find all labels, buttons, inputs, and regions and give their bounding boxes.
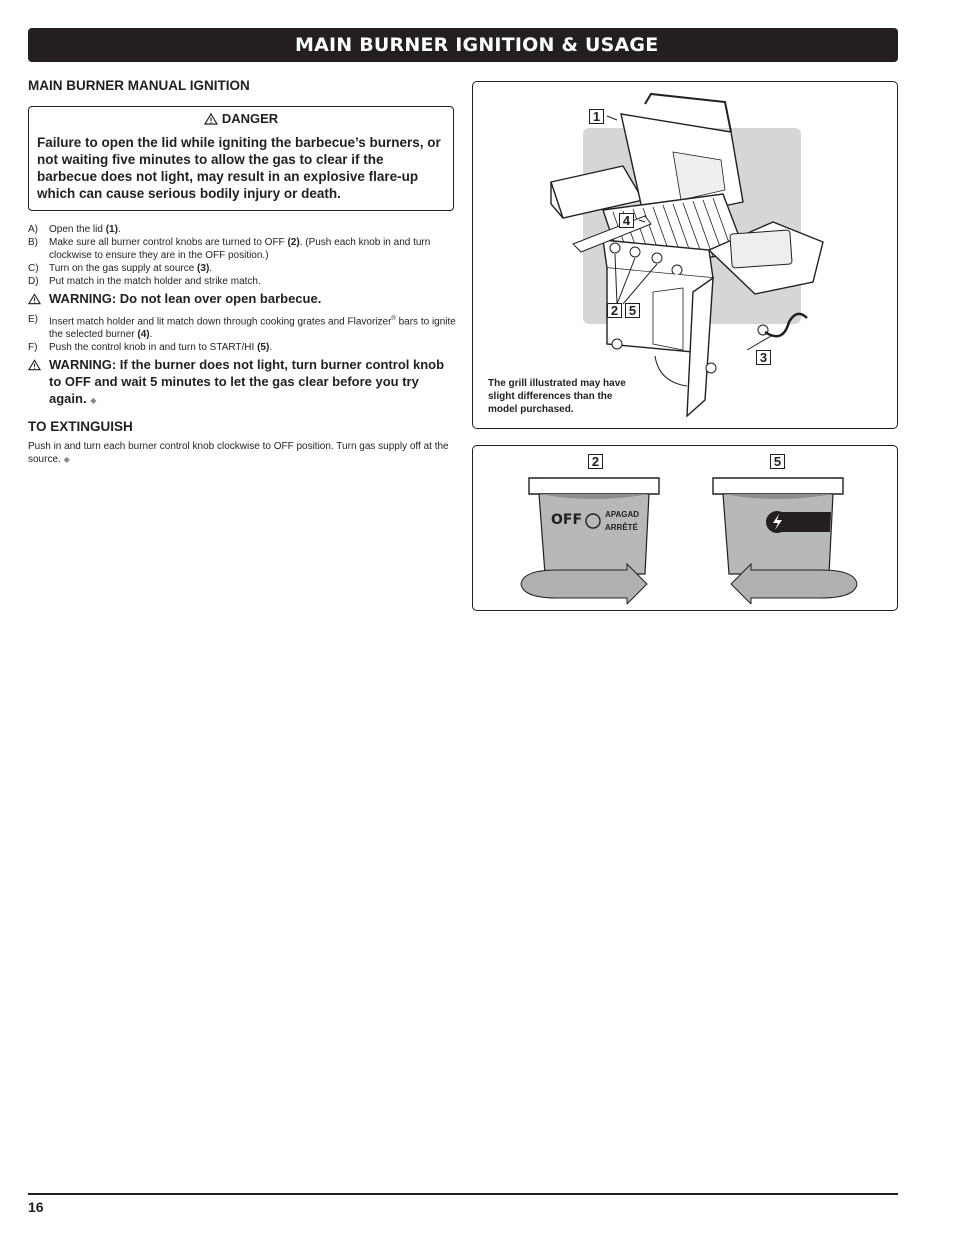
knob-apagado-label: APAGAD: [605, 510, 640, 519]
extinguish-text: [28, 440, 456, 466]
ignition-steps: [28, 223, 456, 409]
grill-illustration-figure: [472, 81, 898, 429]
step-ref: (4): [137, 329, 150, 341]
knob-positions-figure: [472, 445, 898, 611]
step-text: bars to ignite the selected burner: [49, 316, 456, 341]
step-d: [28, 275, 456, 288]
step-text: Turn on the gas supply at source: [49, 263, 198, 274]
warning-triangle-icon: [28, 359, 41, 371]
diamond-icon: ◆: [90, 396, 97, 406]
page-number: 16: [28, 1199, 44, 1215]
step-letter: C): [28, 263, 39, 274]
step-tail: .: [269, 342, 273, 354]
step-f: [28, 341, 456, 354]
step-tail: .: [117, 224, 121, 235]
step-tail: .: [149, 329, 153, 341]
danger-box: [28, 106, 454, 211]
step-letter: B): [28, 237, 38, 248]
step-letter: D): [28, 276, 39, 287]
callout-2: 2: [607, 303, 622, 318]
step-text: Put match in the match holder and strike match.: [49, 276, 261, 287]
step-text: Push the control knob in and turn to START/HI: [49, 342, 258, 354]
step-tail: .: [209, 263, 213, 274]
knob-arrete-label: ARRÊTÉ: [605, 523, 638, 532]
step-b: [28, 236, 456, 262]
warning-text: WARNING: If the burner does not light, turn burner control knob to OFF and wait 5 minutes to let the gas clear before you try again.: [49, 357, 445, 407]
step-ref: (2): [287, 237, 300, 248]
warning-lean: [28, 290, 456, 309]
danger-header: [37, 111, 445, 126]
warning-relight: [28, 356, 456, 409]
step-text: Open the lid: [49, 224, 106, 235]
step-text: Insert match holder and lit match down through cooking grates and Flavorizer: [49, 316, 392, 328]
warning-triangle-icon: [204, 113, 218, 125]
step-ref: (5): [257, 342, 270, 354]
step-ref: (1): [105, 224, 118, 235]
step-c: [28, 262, 456, 275]
callout-5: 5: [625, 303, 640, 318]
callout-2: 2: [588, 454, 603, 469]
page-title: MAIN BURNER IGNITION & USAGE: [295, 34, 659, 56]
knob-start-illustration: [705, 474, 865, 604]
step-tail: . (Push each knob in and turn clockwise to ensure they are in the OFF position.): [49, 237, 431, 261]
warning-text: WARNING: Do not lean over open barbecue.: [49, 291, 322, 306]
callout-1: 1: [589, 109, 604, 124]
instructions-column: [28, 78, 456, 466]
warning-triangle-icon: [28, 293, 41, 305]
page-title-bar: [28, 28, 898, 62]
step-letter: A): [28, 224, 38, 235]
extinguish-body: Push in and turn each burner control knob clockwise to OFF position. Turn gas supply off at the source.: [28, 441, 449, 466]
section-heading-extinguish: TO EXTINGUISH: [28, 419, 133, 435]
footer-rule: [28, 1193, 898, 1195]
knob-off-illustration: [517, 474, 677, 604]
section-heading-manual-ignition: MAIN BURNER MANUAL IGNITION: [28, 78, 250, 93]
knob-off-label: OFF: [551, 512, 583, 528]
diamond-icon: ◆: [63, 455, 70, 465]
danger-label: DANGER: [221, 111, 279, 126]
callout-5: 5: [770, 454, 785, 469]
step-letter: E): [28, 314, 38, 325]
step-letter: F): [28, 342, 38, 354]
step-text: Make sure all burner control knobs are turned to OFF: [49, 237, 288, 248]
figure-caption: The grill illustrated may have slight differences than the model purchased.: [488, 378, 626, 415]
callout-3: 3: [756, 350, 771, 365]
step-ref: (3): [197, 263, 210, 274]
step-a: [28, 223, 456, 236]
callout-4: 4: [619, 213, 634, 228]
step-e: [28, 313, 456, 341]
registered-mark: ®: [391, 316, 396, 322]
danger-text: Failure to open the lid while igniting the barbecue’s burners, or not waiting five minutes to allow the gas to clear if the barbecue does not light, may result in an explosive flare-up which can cause serious bodily injury or death.: [37, 135, 441, 201]
